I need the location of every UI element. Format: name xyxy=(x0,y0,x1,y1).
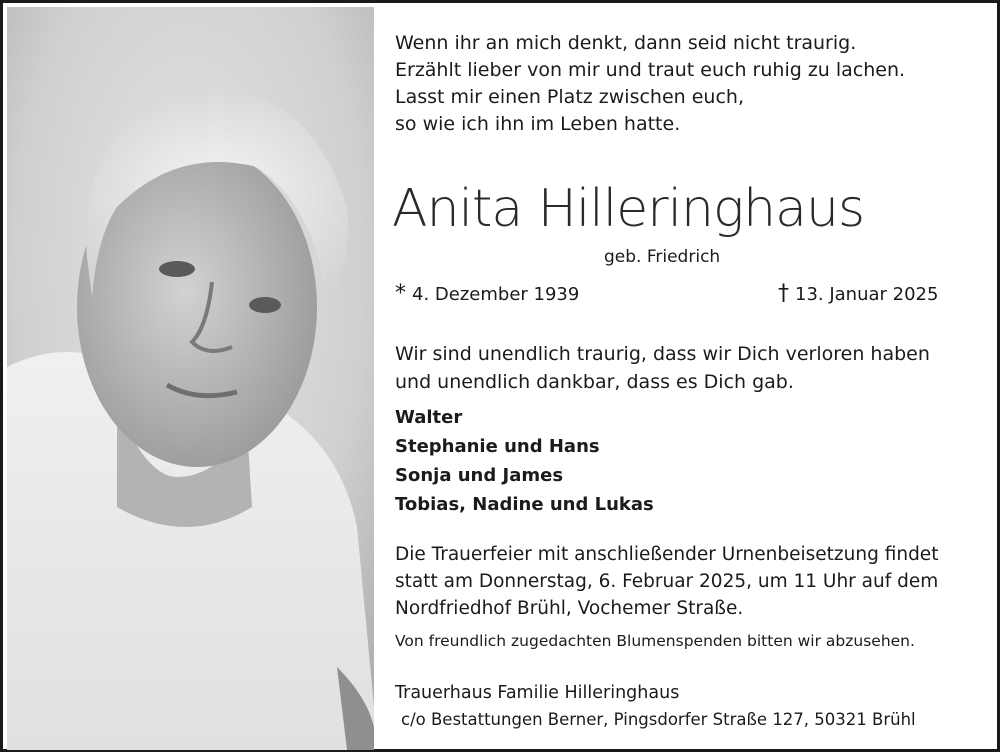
family-member: Sonja und James xyxy=(395,465,564,486)
poem-line: Lasst mir einen Platz zwischen euch, xyxy=(395,86,744,108)
poem-line: Erzählt lieber von mir und traut euch ruhig zu lachen. xyxy=(395,59,906,81)
funeral-address: c/o Bestattungen Berner, Pingsdorfer Straße 127, 50321 Brühl xyxy=(401,710,916,729)
birth-date-text: 4. Dezember 1939 xyxy=(412,284,580,305)
flowers-note: Von freundlich zugedachten Blumenspenden bitten wir abzusehen. xyxy=(395,632,915,650)
poem xyxy=(395,30,905,138)
service-line: Nordfriedhof Brühl, Vochemer Straße. xyxy=(395,598,744,619)
birth-date xyxy=(395,281,579,306)
family-list xyxy=(395,403,654,519)
poem-line: Wenn ihr an mich denkt, dann seid nicht traurig. xyxy=(395,32,857,54)
birth-star-icon: * xyxy=(395,281,406,306)
portrait-photo xyxy=(7,7,374,750)
mourning-line: und unendlich dankbar, dass es Dich gab. xyxy=(395,371,794,393)
mourning-message xyxy=(395,340,930,396)
maiden-name: geb. Friedrich xyxy=(604,247,721,267)
deceased-name: Anita Hilleringhaus xyxy=(392,179,865,239)
service-info xyxy=(395,541,938,622)
service-line: Die Trauerfeier mit anschließender Urnenbeisetzung findet xyxy=(395,544,939,565)
family-member: Tobias, Nadine und Lukas xyxy=(395,494,654,515)
death-date-text: 13. Januar 2025 xyxy=(795,284,939,305)
mourning-line: Wir sind unendlich traurig, dass wir Dich verloren haben xyxy=(395,343,930,365)
poem-line: so wie ich ihn im Leben hatte. xyxy=(395,113,681,135)
family-member: Stephanie und Hans xyxy=(395,436,600,457)
family-member: Walter xyxy=(395,407,463,428)
death-date xyxy=(778,281,938,306)
cross-icon: † xyxy=(778,281,789,306)
funeral-home: Trauerhaus Familie Hilleringhaus xyxy=(395,683,680,703)
service-line: statt am Donnerstag, 6. Februar 2025, um 11 Uhr auf dem xyxy=(395,571,939,592)
